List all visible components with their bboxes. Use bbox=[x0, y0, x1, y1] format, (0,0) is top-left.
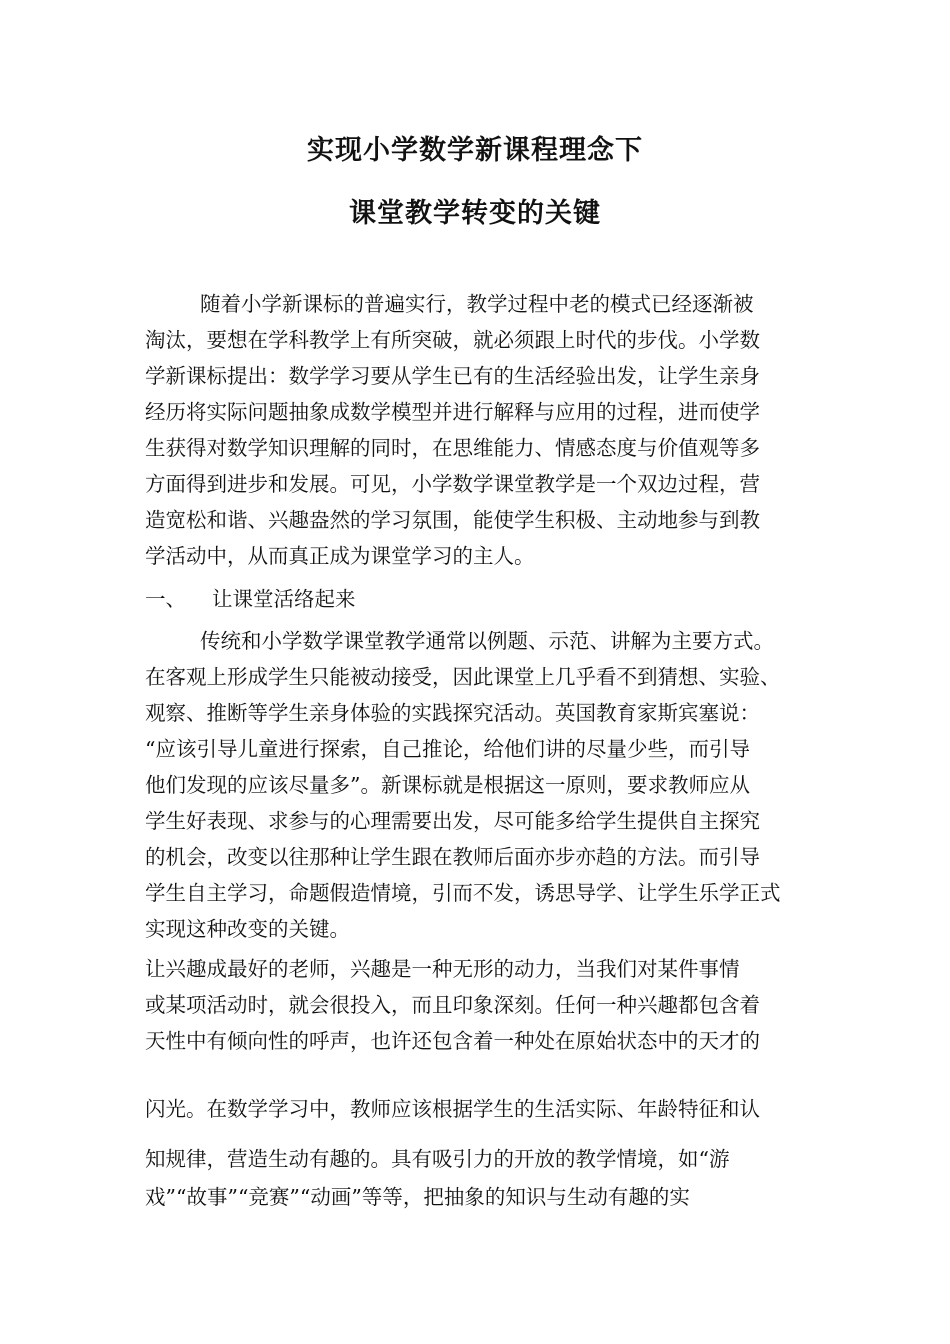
paragraph-line: 实现这种改变的关键。 bbox=[145, 917, 350, 941]
paragraph-line: 方面得到进步和发展。可见，小学数学课堂教学是一个双边过程，营 bbox=[145, 472, 760, 496]
paragraph-line: 或某项活动时，就会很投入，而且印象深刻。任何一种兴趣都包含着 bbox=[145, 993, 760, 1017]
section-number: 一、 bbox=[145, 587, 186, 611]
paragraph-line: 让兴趣成最好的老师，兴趣是一种无形的动力，当我们对某件事情 bbox=[145, 957, 740, 981]
paragraph-line: 学生自主学习，命题假造情境，引而不发，诱思导学、让学生乐学正式 bbox=[145, 881, 781, 905]
paragraph-line: 学新课标提出：数学学习要从学生已有的生活经验出发，让学生亲身 bbox=[145, 364, 760, 388]
paragraph-line: 闪光。在数学学习中，教师应该根据学生的生活实际、年龄特征和认 bbox=[145, 1097, 760, 1121]
paragraph-line: 戏”“故事”“竞赛”“动画”等等，把抽象的知识与生动有趣的实 bbox=[145, 1185, 690, 1209]
paragraph-line: 在客观上形成学生只能被动接受，因此课堂上几乎看不到猜想、实验、 bbox=[145, 665, 781, 689]
section-title: 让课堂活络起来 bbox=[212, 587, 356, 611]
paragraph-line: 生获得对数学知识理解的同时，在思维能力、情感态度与价值观等多 bbox=[145, 436, 760, 460]
paragraph-line: 天性中有倾向性的呼声，也许还包含着一种处在原始状态中的天才的 bbox=[145, 1029, 760, 1053]
paragraph-line: 他们发现的应该尽量多”。新课标就是根据这一原则，要求教师应从 bbox=[145, 773, 750, 797]
paragraph-line: “应该引导儿童进行探索，自己推论，给他们讲的尽量少些，而引导 bbox=[145, 737, 750, 761]
document-title-line-1: 实现小学数学新课程理念下 bbox=[307, 135, 643, 166]
paragraph-line: 的机会，改变以往那种让学生跟在教师后面亦步亦趋的方法。而引导 bbox=[145, 845, 760, 869]
paragraph-line: 观察、推断等学生亲身体验的实践探究活动。英国教育家斯宾塞说： bbox=[145, 701, 760, 725]
document-title-line-2: 课堂教学转变的关键 bbox=[349, 198, 601, 229]
paragraph-line: 传统和小学数学课堂教学通常以例题、示范、讲解为主要方式。 bbox=[200, 629, 774, 653]
paragraph-line: 随着小学新课标的普遍实行，教学过程中老的模式已经逐渐被 bbox=[200, 292, 754, 316]
paragraph-line: 经历将实际问题抽象成数学模型并进行解释与应用的过程，进而使学 bbox=[145, 400, 760, 424]
paragraph-line: 知规律，营造生动有趣的。具有吸引力的开放的教学情境，如“游 bbox=[145, 1147, 730, 1171]
paragraph-line: 造宽松和谐、兴趣盎然的学习氛围，能使学生积极、主动地参与到教 bbox=[145, 508, 760, 532]
paragraph-line: 学活动中，从而真正成为课堂学习的主人。 bbox=[145, 544, 535, 568]
paragraph-line: 学生好表现、求参与的心理需要出发，尽可能多给学生提供自主探究 bbox=[145, 809, 760, 833]
paragraph-line: 淘汰，要想在学科教学上有所突破，就必须跟上时代的步伐。小学数 bbox=[145, 328, 760, 352]
